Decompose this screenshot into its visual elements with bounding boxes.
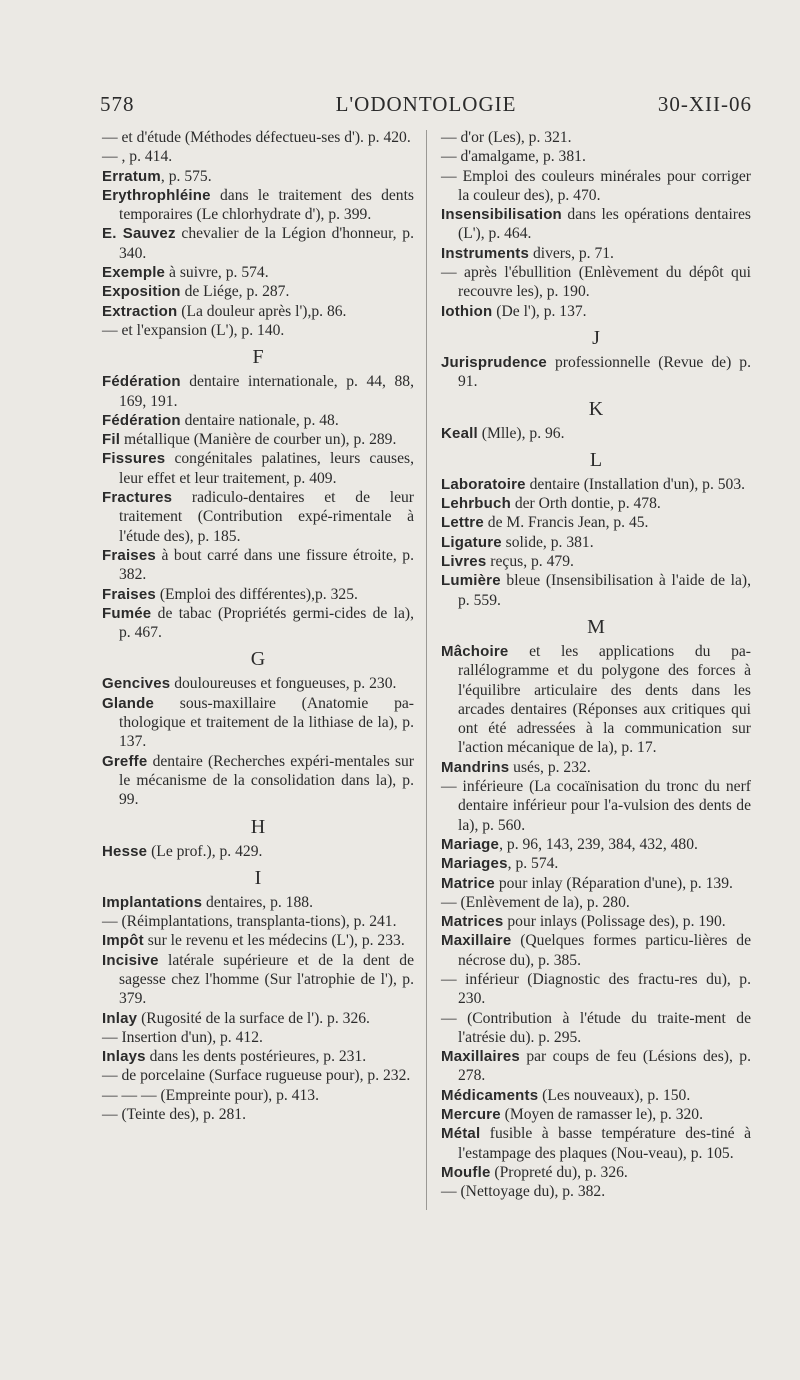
entry-text: dentaire internationale, p. 44, 88, 169, 191. bbox=[119, 373, 414, 410]
entry-term: Moufle bbox=[441, 1163, 491, 1181]
entry-term: Exposition bbox=[102, 283, 181, 301]
index-entry bbox=[102, 1028, 414, 1047]
entry-text: (De l'), p. 137. bbox=[492, 302, 587, 320]
entry-term: Ligature bbox=[441, 533, 502, 551]
entry-term: Fumée bbox=[102, 604, 152, 622]
index-entry bbox=[441, 758, 751, 777]
entry-text: pour inlays (Polissage des), p. 190. bbox=[503, 913, 726, 931]
index-entry bbox=[102, 147, 414, 166]
index-entry bbox=[102, 411, 414, 430]
entry-text: chevalier de la Légion d'honneur, p. 340. bbox=[119, 225, 414, 262]
entry-term: Mandrins bbox=[441, 758, 510, 776]
index-entry bbox=[441, 912, 751, 931]
index-entry bbox=[102, 1105, 414, 1124]
entry-text: — (Contribution à l'étude du traite-ment de l'atrésie du). p. 295. bbox=[441, 1009, 751, 1046]
entry-text: pour inlay (Réparation d'une), p. 139. bbox=[494, 874, 733, 892]
entry-term: Médicaments bbox=[441, 1086, 539, 1104]
index-entry bbox=[102, 488, 414, 546]
index-entry bbox=[102, 430, 414, 449]
issue-date: 30-XII-06 bbox=[657, 92, 752, 116]
index-entry bbox=[441, 854, 751, 873]
entry-term: Implantations bbox=[102, 893, 203, 911]
index-entry bbox=[441, 571, 751, 610]
running-header bbox=[100, 92, 752, 122]
entry-text: dentaires, p. 188. bbox=[202, 893, 313, 911]
entry-term: Erythrophléine bbox=[102, 186, 211, 204]
entry-text: métallique (Manière de courber un), p. 289. bbox=[120, 431, 397, 449]
index-entry bbox=[441, 167, 751, 206]
entry-text: — (Nettoyage du), p. 382. bbox=[441, 1183, 606, 1201]
index-entry bbox=[102, 302, 414, 321]
entry-text: , p. 575. bbox=[160, 167, 212, 185]
entry-term: Laboratoire bbox=[441, 475, 526, 493]
entry-term: Lumière bbox=[441, 572, 501, 590]
entry-term: Mercure bbox=[441, 1106, 501, 1124]
entry-text: dentaire nationale, p. 48. bbox=[180, 411, 339, 429]
index-entry bbox=[441, 128, 751, 147]
index-entry bbox=[102, 321, 414, 340]
entry-text: der Orth dontie, p. 478. bbox=[510, 495, 661, 513]
column-divider bbox=[426, 130, 427, 1210]
index-entry bbox=[441, 147, 751, 166]
index-entry bbox=[441, 1163, 751, 1182]
entry-text: dans le traitement des dents temporaires (Le chlorhydrate d'), p. 399. bbox=[119, 186, 414, 224]
entry-term: Livres bbox=[441, 553, 487, 571]
entry-text: — Insertion d'un), p. 412. bbox=[102, 1028, 263, 1046]
entry-term: Mariage bbox=[441, 835, 500, 853]
entry-text: — (Teinte des), p. 281. bbox=[102, 1106, 246, 1124]
section-letter: G bbox=[250, 648, 266, 671]
section-letter: F bbox=[252, 346, 264, 369]
entry-text: dentaire (Installation d'un), p. 503. bbox=[525, 475, 746, 493]
entry-text: — , p. 414. bbox=[102, 148, 173, 166]
entry-term: Fédération bbox=[102, 373, 181, 391]
entry-term: Impôt bbox=[102, 932, 144, 950]
entry-text: solide, p. 381. bbox=[501, 533, 594, 551]
entry-term: Incisive bbox=[102, 951, 159, 969]
section-letter: K bbox=[588, 397, 604, 420]
left-index-column bbox=[102, 128, 414, 1124]
entry-text: à bout carré dans une fissure étroite, p. 382. bbox=[119, 546, 414, 584]
index-entry bbox=[102, 263, 414, 282]
index-entry bbox=[441, 494, 751, 513]
entry-term: Greffe bbox=[102, 752, 148, 770]
index-entry bbox=[441, 1105, 751, 1124]
index-entry bbox=[441, 893, 751, 912]
entry-term: Inlay bbox=[102, 1009, 138, 1027]
entry-text: professionnelle (Revue de) p. 91. bbox=[458, 353, 751, 391]
entry-term: Iothion bbox=[441, 302, 493, 320]
right-index-column bbox=[441, 128, 751, 1202]
index-entry bbox=[102, 893, 414, 912]
section-letter: M bbox=[587, 615, 605, 638]
index-entry bbox=[102, 674, 414, 693]
entry-text: divers, p. 71. bbox=[529, 244, 614, 262]
index-entry bbox=[441, 533, 751, 552]
index-entry bbox=[441, 835, 751, 854]
section-letter: H bbox=[250, 815, 266, 838]
entry-text: — Emploi des couleurs minérales pour corriger la couleur des), p. 470. bbox=[441, 167, 751, 204]
index-entry bbox=[102, 604, 414, 643]
entry-text: sous-maxillaire (Anatomie pa-thologique et traitement de la lithiase de la), p. 137. bbox=[119, 694, 414, 751]
entry-term: Fraises bbox=[102, 585, 156, 603]
entry-text: de tabac (Propriétés germi-cides de la), p. 467. bbox=[119, 604, 414, 642]
index-entry bbox=[441, 353, 751, 392]
index-entry bbox=[441, 931, 751, 970]
entry-term: Fil bbox=[102, 431, 121, 449]
index-entry bbox=[441, 205, 751, 244]
entry-text: latérale supérieure et de la dent de sagesse chez l'homme (Sur l'atrophie de l'), p. 379. bbox=[119, 951, 414, 1008]
entry-text: dans les dents postérieures, p. 231. bbox=[145, 1048, 367, 1066]
entry-text: (Moyen de ramasser le), p. 320. bbox=[500, 1106, 703, 1124]
index-entry bbox=[102, 1066, 414, 1085]
entry-text: (Rugosité de la surface de l'). p. 326. bbox=[137, 1009, 370, 1027]
entry-text: (Quelques formes particu-lières de nécrose du), p. 385. bbox=[458, 932, 751, 969]
entry-text: par coups de feu (Lésions des), p. 278. bbox=[458, 1048, 751, 1085]
entry-term: Inlays bbox=[102, 1048, 146, 1066]
index-entry bbox=[441, 874, 751, 893]
entry-text: — d'or (Les), p. 321. bbox=[441, 129, 572, 146]
entry-text: — inférieur (Diagnostic des fractu-res du), p. 230. bbox=[441, 970, 751, 1008]
entry-term: Gencives bbox=[102, 675, 171, 693]
index-entry bbox=[441, 1182, 751, 1201]
index-entry bbox=[441, 302, 751, 321]
entry-text: — (Enlèvement de la), p. 280. bbox=[441, 893, 630, 911]
index-entry bbox=[441, 424, 751, 443]
entry-term: Glande bbox=[102, 694, 155, 712]
entry-text: douloureuses et fongueuses, p. 230. bbox=[170, 675, 397, 693]
entry-text: — et l'expansion (L'), p. 140. bbox=[102, 321, 285, 339]
entry-text: — après l'ébullition (Enlèvement du dépôt qui recouvre les), p. 190. bbox=[441, 264, 751, 301]
entry-term: Extraction bbox=[102, 302, 178, 320]
entry-term: Lettre bbox=[441, 514, 484, 532]
index-entry bbox=[102, 167, 414, 186]
index-entry bbox=[102, 372, 414, 411]
entry-text: bleue (Insensibilisation à l'aide de la), p. 559. bbox=[458, 572, 751, 609]
entry-term: Métal bbox=[441, 1125, 481, 1143]
entry-term: Maxillaire bbox=[441, 932, 512, 950]
index-entry bbox=[102, 694, 414, 752]
index-entry bbox=[441, 552, 751, 571]
entry-text: congénitales palatines, leurs causes, leur effet et leur traitement, p. 409. bbox=[119, 450, 414, 487]
index-entry bbox=[102, 224, 414, 263]
entry-text: et les applications du pa-rallélogramme et du polygone des forces à l'équilibre articulaire des dents dans les arcades dentaires (Réponses aux critiques qui ont été adressées à la communication sur l'action mécanique de la), p. 17. bbox=[458, 642, 751, 757]
entry-term: E. Sauvez bbox=[102, 225, 176, 243]
entry-text: (Propreté du), p. 326. bbox=[490, 1163, 628, 1181]
entry-text: de Liége, p. 287. bbox=[180, 283, 290, 301]
section-letter: J bbox=[592, 326, 600, 349]
index-entry bbox=[102, 186, 414, 225]
entry-text: — et d'étude (Méthodes défectueu-ses d'). p. 420. bbox=[102, 129, 411, 146]
page-number: 578 bbox=[100, 92, 135, 116]
index-entry bbox=[441, 475, 751, 494]
index-entry bbox=[102, 752, 414, 810]
index-entry bbox=[441, 244, 751, 263]
index-entry bbox=[441, 513, 751, 532]
journal-title: L'ODONTOLOGIE bbox=[335, 92, 517, 116]
entry-text: (Mlle), p. 96. bbox=[477, 424, 565, 442]
entry-text: — inférieure (La cocaïnisation du tronc du nerf dentaire inférieur pour l'a-vulsion des dents de la), p. 560. bbox=[441, 778, 751, 834]
entry-text: (La douleur après l'),p. 86. bbox=[177, 302, 347, 320]
index-entry bbox=[102, 128, 414, 147]
entry-text: (Le prof.), p. 429. bbox=[147, 842, 263, 860]
section-letter: I bbox=[254, 866, 262, 889]
index-entry bbox=[102, 1047, 414, 1066]
entry-term: Mariages bbox=[441, 855, 508, 873]
entry-term: Matrice bbox=[441, 874, 495, 892]
entry-text: usés, p. 232. bbox=[509, 758, 591, 776]
entry-text: , p. 96, 143, 239, 384, 432, 480. bbox=[499, 835, 698, 853]
entry-term: Mâchoire bbox=[441, 642, 509, 660]
entry-text: dentaire (Recherches expéri-mentales sur le mécanisme de la consolidation dans la), p. 99. bbox=[119, 752, 414, 809]
index-entry bbox=[102, 585, 414, 604]
entry-term: Insensibilisation bbox=[441, 206, 562, 224]
entry-term: Maxillaires bbox=[441, 1048, 520, 1066]
entry-text: (Emploi des différentes),p. 325. bbox=[155, 585, 358, 603]
entry-text: — — — (Empreinte pour), p. 413. bbox=[102, 1086, 319, 1104]
section-letter: L bbox=[589, 448, 603, 471]
index-entry bbox=[102, 546, 414, 585]
entry-text: (Les nouveaux), p. 150. bbox=[538, 1086, 691, 1104]
entry-term: Keall bbox=[441, 424, 478, 442]
entry-text: à suivre, p. 574. bbox=[165, 264, 269, 282]
index-entry bbox=[102, 1086, 414, 1105]
index-entry bbox=[102, 912, 414, 931]
entry-text: , p. 574. bbox=[507, 855, 559, 873]
entry-text: sur le revenu et les médecins (L'), p. 233. bbox=[143, 932, 405, 950]
index-entry bbox=[441, 970, 751, 1009]
entry-term: Lehrbuch bbox=[441, 495, 511, 513]
index-entry bbox=[102, 449, 414, 488]
entry-text: — de porcelaine (Surface rugueuse pour), p. 232. bbox=[102, 1067, 411, 1085]
entry-text: — (Réimplantations, transplanta-tions), p. 241. bbox=[102, 913, 397, 931]
index-entry bbox=[441, 1047, 751, 1086]
index-entry bbox=[441, 777, 751, 835]
index-entry bbox=[441, 1009, 751, 1048]
entry-term: Fédération bbox=[102, 411, 181, 429]
entry-term: Instruments bbox=[441, 244, 530, 262]
entry-term: Jurisprudence bbox=[441, 353, 547, 371]
index-entry bbox=[441, 263, 751, 302]
index-entry bbox=[102, 931, 414, 950]
entry-text: reçus, p. 479. bbox=[486, 553, 574, 571]
entry-text: dans les opérations dentaires (L'), p. 464. bbox=[458, 206, 751, 243]
index-entry bbox=[441, 1086, 751, 1105]
index-entry bbox=[441, 642, 751, 758]
index-entry bbox=[102, 1009, 414, 1028]
index-entry bbox=[102, 282, 414, 301]
entry-text: — d'amalgame, p. 381. bbox=[441, 148, 586, 166]
entry-term: Exemple bbox=[102, 264, 166, 282]
entry-term: Fraises bbox=[102, 546, 156, 564]
entry-term: Fractures bbox=[102, 489, 173, 507]
entry-term: Hesse bbox=[102, 842, 148, 860]
entry-text: fusible à basse température des-tiné à l'estampage des plaques (Nou-veau), p. 105. bbox=[458, 1125, 751, 1162]
index-entry bbox=[102, 951, 414, 1009]
index-entry bbox=[102, 842, 414, 861]
entry-text: radiculo-dentaires et de leur traitement (Contribution expé-rimentale à l'étude des), p. 185. bbox=[119, 489, 414, 545]
entry-term: Matrices bbox=[441, 913, 504, 931]
index-entry bbox=[441, 1124, 751, 1163]
entry-term: Fissures bbox=[102, 450, 166, 468]
entry-text: de M. Francis Jean, p. 45. bbox=[483, 514, 649, 532]
entry-term: Erratum bbox=[102, 167, 161, 185]
